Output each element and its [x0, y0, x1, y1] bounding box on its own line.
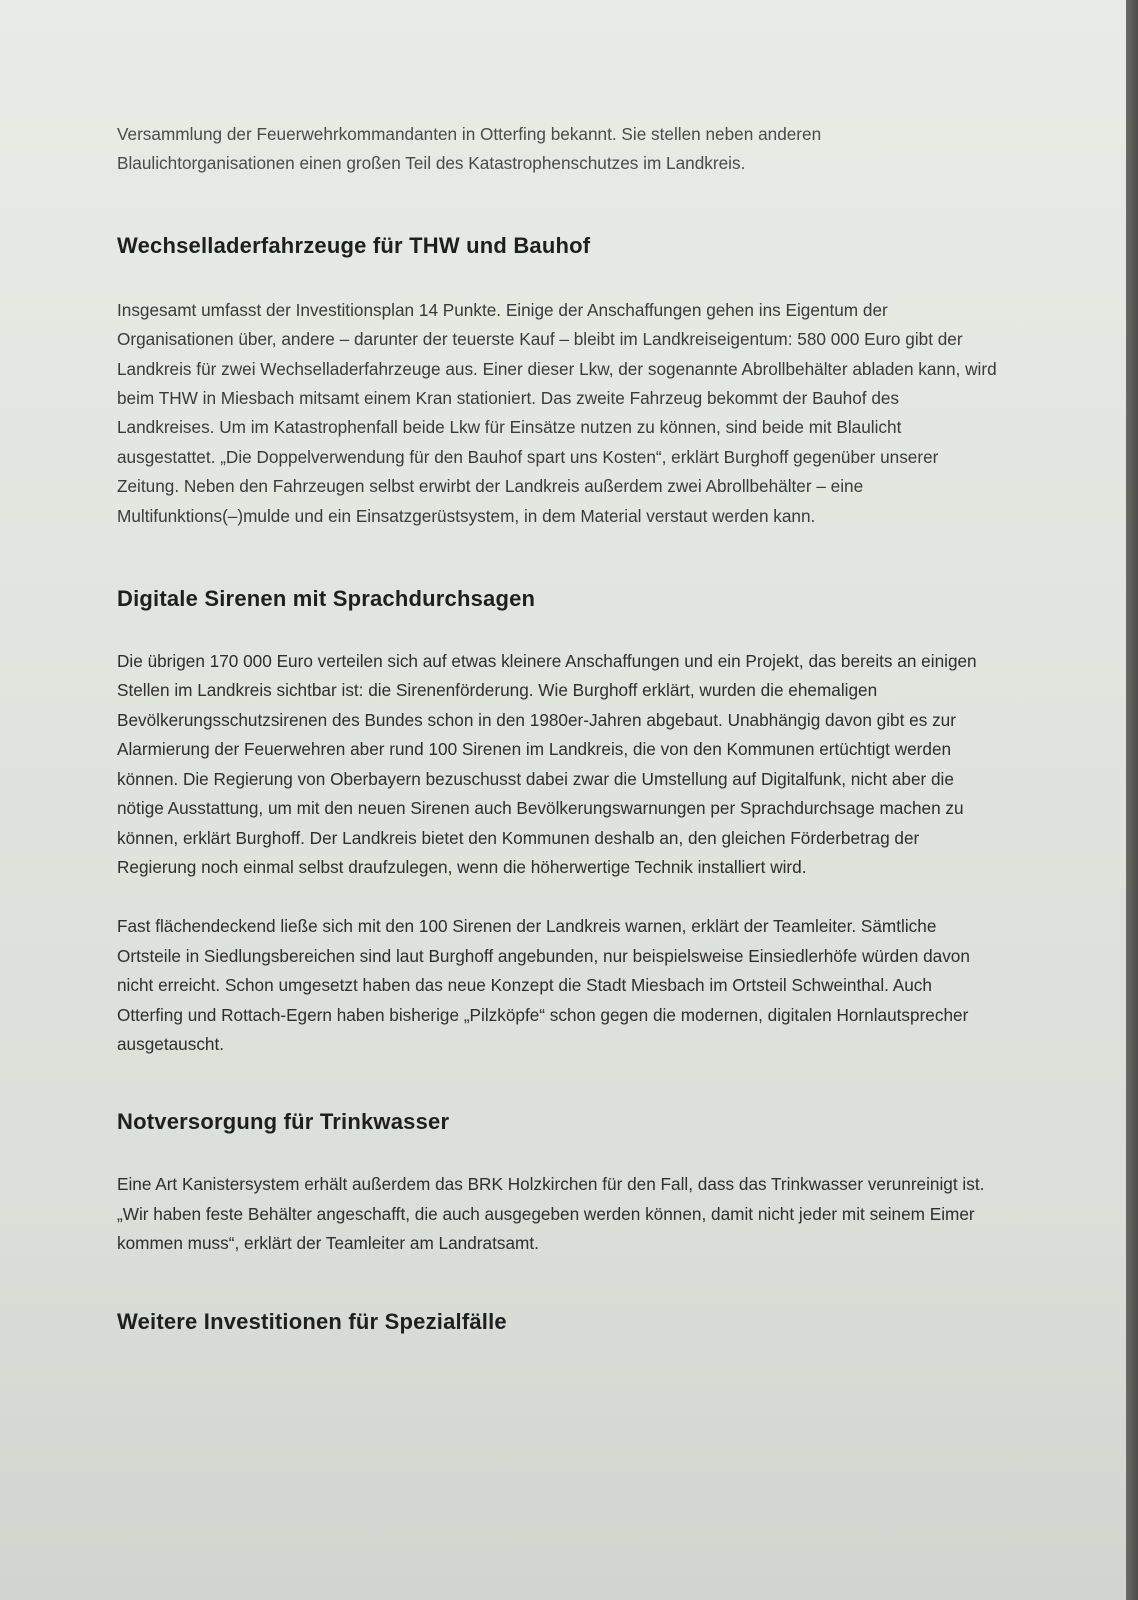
desk-background-edge — [1126, 0, 1138, 1600]
paragraph-wechsellader: Insgesamt umfasst der Investitionsplan 14 Punkte. Einige der Anschaffungen gehen ins Eigentum der Organisationen über, andere – darunter der teuerste Kauf – bleibt im Landkreiseigentum: 580 000 Euro gibt der Landkreis für zwei Wechselladerfahrzeuge aus. Einer dieser Lkw, der sogenannte Abrollbehälter abladen kann, wird beim THW in Miesbach mitsamt einem Kran stationiert. Das zweite Fahrzeug bekommt der Bauhof des Landkreises. Um im Katastrophenfall beide Lkw für Einsätze nutzen zu können, sind beide mit Blaulicht ausgestattet. „Die Doppelverwendung für den Bauhof spart uns Kosten“, erklärt Burghoff gegenüber unserer Zeitung. Neben den Fahrzeugen selbst erwirbt der Landkreis außerdem zwei Abrollbehälter – eine Multifunktions(–)mulde und ein Einsatzgerüstsystem, in dem Material verstaut werden kann. — [117, 299, 997, 526]
heading-spezialfaelle: Weitere Investitionen für Spezialfälle — [117, 1308, 507, 1334]
heading-wechsellader: Wechselladerfahrzeuge für THW und Bauhof — [117, 232, 591, 258]
paragraph-sirenen-2: Fast flächendeckend ließe sich mit den 100 Sirenen der Landkreis warnen, erklärt der Teamleiter. Sämtliche Ortsteile in Siedlungsbereichen sind laut Burghoff angebunden, nur beispielsweise Einsiedlerhöfe würden davon nicht erreicht. Schon umgesetzt haben das neue Konzept die Stadt Miesbach im Ortsteil Schweinthal. Auch Otterfing und Rottach-Egern haben bisherige „Pilzköpfe“ schon gegen die modernen, digitalen Hornlautsprecher ausgetauscht. — [117, 916, 970, 1054]
article-body — [117, 120, 997, 1335]
heading-trinkwasser: Notversorgung für Trinkwasser — [117, 1109, 450, 1135]
intro-paragraph: Versammlung der Feuerwehrkommandanten in Otterfing bekannt. Sie stellen neben anderen Blaulichtorganisationen einen großen Teil des Katastrophenschutzes im Landkreis. — [117, 124, 822, 174]
heading-sirenen: Digitale Sirenen mit Sprachdurchsagen — [117, 586, 536, 612]
paragraph-trinkwasser: Eine Art Kanistersystem erhält außerdem das BRK Holzkirchen für den Fall, dass das Trinkwasser verunreinigt ist. „Wir haben feste Behälter angeschafft, die auch ausgegeben werden können, damit nicht jeder mit seinem Eimer kommen muss“, erklärt der Teamleiter am Landratsamt. — [117, 1174, 985, 1254]
paragraph-sirenen-1: Die übrigen 170 000 Euro verteilen sich auf etwas kleinere Anschaffungen und ein Projekt, das bereits an einigen Stellen im Landkreis sichtbar ist: die Sirenenförderung. Wie Burghoff erklärt, wurden die ehemaligen Bevölkerungsschutzsirenen des Bundes schon in den 1980er-Jahren abgebaut. Unabhängig davon gibt es zur Alarmierung der Feuerwehren aber rund 100 Sirenen im Landkreis, die von den Kommunen ertüchtigt werden können. Die Regierung von Oberbayern bezuschusst dabei zwar die Umstellung auf Digitalfunk, nicht aber die nötige Ausstattung, um mit den neuen Sirenen auch Bevölkerungswarnungen per Sprachdurchsage machen zu können, erklärt Burghoff. Der Landkreis bietet den Kommunen deshalb an, den gleichen Förderbetrag der Regierung noch einmal selbst draufzulegen, wenn die höherwertige Technik installiert wird. — [117, 651, 977, 877]
